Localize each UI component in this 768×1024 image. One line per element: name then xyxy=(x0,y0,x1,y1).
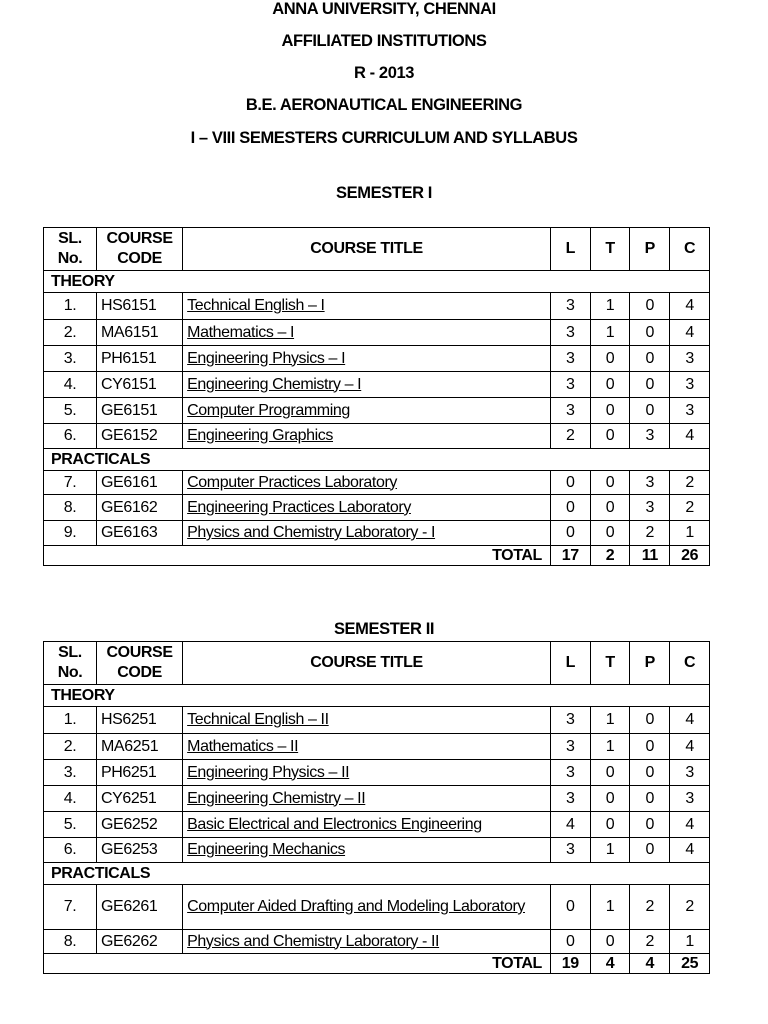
credit-t: 1 xyxy=(590,885,630,930)
course-title-cell xyxy=(183,930,551,954)
credit-p: 3 xyxy=(630,495,670,521)
credit-l: 0 xyxy=(550,885,590,930)
degree-program: B.E. AERONAUTICAL ENGINEERING xyxy=(245,96,523,114)
credit-c: 3 xyxy=(670,398,710,424)
col-header-code: COURSE CODE xyxy=(97,228,183,271)
course-row xyxy=(44,320,710,346)
serial-number: 3. xyxy=(44,760,97,786)
course-row xyxy=(44,398,710,424)
credit-p: 2 xyxy=(630,930,670,954)
credit-p: 0 xyxy=(630,812,670,838)
credit-l: 3 xyxy=(550,320,590,346)
col-header-title: COURSE TITLE xyxy=(183,228,551,271)
course-row xyxy=(44,293,710,320)
credit-l: 2 xyxy=(550,424,590,449)
credit-t: 1 xyxy=(590,293,630,320)
theory-group-label: THEORY xyxy=(44,685,710,707)
total-p: 11 xyxy=(630,546,670,566)
course-title-cell xyxy=(183,398,551,424)
credit-t: 0 xyxy=(590,521,630,546)
course-row xyxy=(44,812,710,838)
university-name: ANNA UNIVERSITY, CHENNAI xyxy=(272,0,496,18)
theory-group-label: THEORY xyxy=(44,271,710,293)
col-header-p: P xyxy=(630,228,670,271)
course-code: GE6261 xyxy=(97,885,183,930)
credit-t: 0 xyxy=(590,346,630,372)
course-row xyxy=(44,521,710,546)
serial-number: 8. xyxy=(44,930,97,954)
credit-c: 1 xyxy=(670,930,710,954)
regulation: R - 2013 xyxy=(353,64,415,82)
course-code: HS6251 xyxy=(97,707,183,734)
col-header-sl: SL. No. xyxy=(44,228,97,271)
total-label: TOTAL xyxy=(44,546,551,566)
serial-number: 6. xyxy=(44,838,97,863)
credit-l: 3 xyxy=(550,838,590,863)
serial-number: 5. xyxy=(44,398,97,424)
course-code: PH6151 xyxy=(97,346,183,372)
course-title: Basic Electrical and Electronics Engineering xyxy=(187,815,482,833)
course-title-cell xyxy=(183,320,551,346)
col-header-c: C xyxy=(670,228,710,271)
total-row xyxy=(44,546,710,566)
course-title-cell xyxy=(183,495,551,521)
course-code: GE6252 xyxy=(97,812,183,838)
practicals-group-label: PRACTICALS xyxy=(44,449,710,471)
course-title-cell xyxy=(183,760,551,786)
credit-l: 3 xyxy=(550,398,590,424)
course-row xyxy=(44,760,710,786)
col-header-l: L xyxy=(550,228,590,271)
course-title: Engineering Physics – I xyxy=(187,349,346,367)
course-title-cell xyxy=(183,293,551,320)
credit-c: 2 xyxy=(670,495,710,521)
course-title-cell xyxy=(183,885,551,930)
course-row xyxy=(44,734,710,760)
credit-p: 0 xyxy=(630,786,670,812)
course-title-cell xyxy=(183,812,551,838)
theory-group xyxy=(44,271,710,293)
total-c: 26 xyxy=(670,546,710,566)
credit-c: 4 xyxy=(670,320,710,346)
practicals-group xyxy=(44,863,710,885)
semester-2-table xyxy=(43,641,710,974)
col-header-c: C xyxy=(670,642,710,685)
course-row xyxy=(44,471,710,495)
credit-t: 0 xyxy=(590,786,630,812)
course-title-cell xyxy=(183,424,551,449)
serial-number: 7. xyxy=(44,885,97,930)
credit-l: 3 xyxy=(550,293,590,320)
course-title-cell xyxy=(183,786,551,812)
course-row xyxy=(44,930,710,954)
course-title: Engineering Chemistry – I xyxy=(187,375,362,393)
total-t: 2 xyxy=(590,546,630,566)
course-code: MA6251 xyxy=(97,734,183,760)
credit-c: 3 xyxy=(670,372,710,398)
credit-t: 0 xyxy=(590,398,630,424)
credit-c: 4 xyxy=(670,812,710,838)
serial-number: 2. xyxy=(44,320,97,346)
course-row xyxy=(44,346,710,372)
credit-c: 4 xyxy=(670,838,710,863)
course-row xyxy=(44,495,710,521)
course-title: Mathematics – I xyxy=(187,323,295,341)
course-code: GE6151 xyxy=(97,398,183,424)
credit-p: 0 xyxy=(630,838,670,863)
credit-c: 2 xyxy=(670,885,710,930)
credit-p: 3 xyxy=(630,424,670,449)
credit-t: 0 xyxy=(590,930,630,954)
total-t: 4 xyxy=(590,954,630,974)
course-title: Engineering Practices Laboratory xyxy=(187,498,411,516)
course-title-cell xyxy=(183,838,551,863)
course-code: GE6161 xyxy=(97,471,183,495)
credit-t: 0 xyxy=(590,495,630,521)
col-header-l: L xyxy=(550,642,590,685)
credit-l: 3 xyxy=(550,372,590,398)
credit-p: 0 xyxy=(630,293,670,320)
course-title: Mathematics – II xyxy=(187,737,299,755)
credit-c: 1 xyxy=(670,521,710,546)
credit-p: 0 xyxy=(630,707,670,734)
course-code: GE6163 xyxy=(97,521,183,546)
serial-number: 3. xyxy=(44,346,97,372)
col-header-title: COURSE TITLE xyxy=(183,642,551,685)
credit-t: 1 xyxy=(590,320,630,346)
course-title-cell xyxy=(183,521,551,546)
serial-number: 6. xyxy=(44,424,97,449)
course-title: Engineering Graphics xyxy=(187,427,334,444)
credit-t: 0 xyxy=(590,372,630,398)
course-code: GE6253 xyxy=(97,838,183,863)
credit-t: 0 xyxy=(590,760,630,786)
credit-l: 4 xyxy=(550,812,590,838)
credit-p: 0 xyxy=(630,346,670,372)
credit-p: 0 xyxy=(630,760,670,786)
document-title: I – VIII SEMESTERS CURRICULUM AND SYLLABUS xyxy=(190,129,578,147)
header-row xyxy=(44,228,710,271)
course-title: Computer Practices Laboratory xyxy=(187,473,397,491)
credit-c: 2 xyxy=(670,471,710,495)
header-row xyxy=(44,642,710,685)
serial-number: 2. xyxy=(44,734,97,760)
col-header-p: P xyxy=(630,642,670,685)
credit-l: 3 xyxy=(550,707,590,734)
serial-number: 4. xyxy=(44,372,97,398)
course-row xyxy=(44,786,710,812)
course-row xyxy=(44,372,710,398)
serial-number: 4. xyxy=(44,786,97,812)
course-title: Engineering Mechanics xyxy=(187,841,346,858)
credit-t: 0 xyxy=(590,471,630,495)
course-code: CY6151 xyxy=(97,372,183,398)
credit-l: 0 xyxy=(550,521,590,546)
credit-c: 4 xyxy=(670,707,710,734)
course-title: Technical English – II xyxy=(187,711,329,728)
col-header-sl: SL. No. xyxy=(44,642,97,685)
total-row xyxy=(44,954,710,974)
credit-c: 4 xyxy=(670,424,710,449)
credit-t: 1 xyxy=(590,734,630,760)
credit-l: 0 xyxy=(550,495,590,521)
course-code: GE6262 xyxy=(97,930,183,954)
credit-t: 0 xyxy=(590,812,630,838)
institution-type: AFFILIATED INSTITUTIONS xyxy=(281,32,487,50)
credit-p: 0 xyxy=(630,734,670,760)
credit-c: 3 xyxy=(670,760,710,786)
serial-number: 9. xyxy=(44,521,97,546)
credit-t: 0 xyxy=(590,424,630,449)
total-l: 19 xyxy=(550,954,590,974)
serial-number: 7. xyxy=(44,471,97,495)
credit-p: 3 xyxy=(630,471,670,495)
credit-l: 3 xyxy=(550,786,590,812)
credit-l: 0 xyxy=(550,471,590,495)
col-header-t: T xyxy=(590,228,630,271)
total-l: 17 xyxy=(550,546,590,566)
credit-c: 3 xyxy=(670,346,710,372)
course-code: GE6162 xyxy=(97,495,183,521)
course-title-cell xyxy=(183,346,551,372)
credit-p: 0 xyxy=(630,320,670,346)
course-code: CY6251 xyxy=(97,786,183,812)
credit-l: 0 xyxy=(550,930,590,954)
course-code: HS6151 xyxy=(97,293,183,320)
credit-p: 2 xyxy=(630,521,670,546)
practicals-group-label: PRACTICALS xyxy=(44,863,710,885)
col-header-code: COURSE CODE xyxy=(97,642,183,685)
serial-number: 1. xyxy=(44,707,97,734)
semester-2-title: SEMESTER II xyxy=(333,620,435,638)
credit-t: 1 xyxy=(590,838,630,863)
credit-p: 2 xyxy=(630,885,670,930)
credit-p: 0 xyxy=(630,398,670,424)
course-code: PH6251 xyxy=(97,760,183,786)
course-title-cell xyxy=(183,734,551,760)
total-label: TOTAL xyxy=(44,954,551,974)
col-header-t: T xyxy=(590,642,630,685)
credit-c: 4 xyxy=(670,734,710,760)
course-title: Technical English – I xyxy=(187,297,325,314)
credit-p: 0 xyxy=(630,372,670,398)
course-title-cell xyxy=(183,471,551,495)
credit-l: 3 xyxy=(550,734,590,760)
serial-number: 5. xyxy=(44,812,97,838)
serial-number: 1. xyxy=(44,293,97,320)
course-title: Computer Programming xyxy=(187,401,350,419)
credit-t: 1 xyxy=(590,707,630,734)
theory-group xyxy=(44,685,710,707)
semester-1-title: SEMESTER I xyxy=(336,184,432,202)
course-row xyxy=(44,885,710,930)
course-title: Physics and Chemistry Laboratory - II xyxy=(187,932,440,950)
total-p: 4 xyxy=(630,954,670,974)
serial-number: 8. xyxy=(44,495,97,521)
course-title: Engineering Chemistry – II xyxy=(187,789,366,807)
course-title: Computer Aided Drafting and Modeling Laboratory xyxy=(187,898,525,915)
credit-l: 3 xyxy=(550,346,590,372)
course-title-cell xyxy=(183,372,551,398)
credit-l: 3 xyxy=(550,760,590,786)
total-c: 25 xyxy=(670,954,710,974)
course-code: MA6151 xyxy=(97,320,183,346)
course-title: Physics and Chemistry Laboratory - I xyxy=(187,524,436,541)
credit-c: 4 xyxy=(670,293,710,320)
practicals-group xyxy=(44,449,710,471)
course-code: GE6152 xyxy=(97,424,183,449)
credit-c: 3 xyxy=(670,786,710,812)
semester-1-table xyxy=(43,227,710,566)
course-row xyxy=(44,424,710,449)
course-row xyxy=(44,838,710,863)
course-row xyxy=(44,707,710,734)
course-title: Engineering Physics – II xyxy=(187,763,350,781)
course-title-cell xyxy=(183,707,551,734)
